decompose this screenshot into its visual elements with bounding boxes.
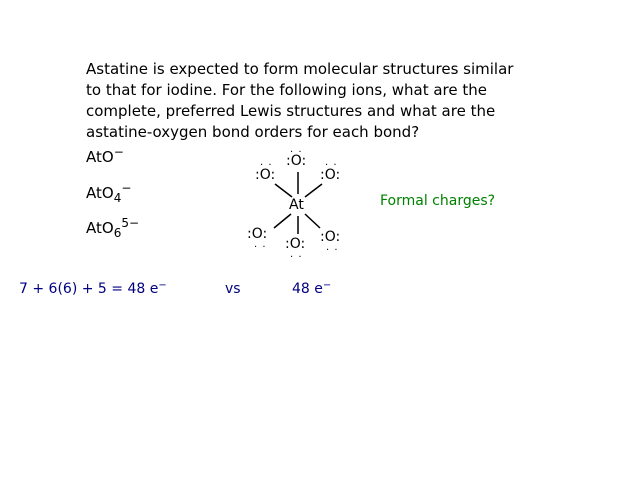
versus-label: vs [225, 281, 241, 297]
bond-upper-left [275, 184, 292, 197]
bond-upper-right [305, 184, 322, 197]
bond-lower-right [305, 214, 320, 228]
atom-astatine: At [289, 197, 304, 213]
ion-2-base: AtO [86, 184, 114, 202]
oxygen-bottom: :O: [285, 236, 306, 252]
oxygen-lower-right: :O: [320, 229, 341, 245]
question-text [86, 59, 586, 143]
oxygen-upper-left: :O: [255, 167, 276, 183]
lone-pair-lower-right: . . [326, 242, 339, 253]
lone-pair-lower-left: . . [254, 239, 267, 250]
lone-pair-upper-left: . . [260, 157, 273, 168]
target-text: 48 e [292, 281, 323, 297]
oxygen-upper-right: :O: [320, 167, 341, 183]
ion-ato6-5minus [86, 216, 140, 240]
equation-charge: − [158, 280, 167, 291]
question-line-1: Astatine is expected to form molecular structures similar [86, 60, 514, 78]
ion-3-charge: 5− [121, 216, 140, 230]
oxygen-top: :O: [286, 153, 307, 169]
target-electron-count [292, 281, 331, 297]
target-charge: − [322, 280, 332, 291]
ion-ato-minus [86, 145, 124, 166]
ion-1-base: AtO [86, 148, 114, 166]
lewis-structure [230, 140, 370, 265]
ion-ato4-minus [86, 181, 132, 205]
ion-3-base: AtO [86, 219, 114, 237]
oxygen-lower-left: :O: [247, 226, 268, 242]
ion-2-subscript: 4 [113, 191, 122, 205]
ion-3-subscript: 6 [113, 226, 122, 240]
question-line-3: complete, preferred Lewis structures and what are the [86, 102, 496, 120]
lone-pair-top: . . [290, 144, 303, 155]
ion-1-charge: − [113, 145, 124, 159]
question-line-4: astatine-oxygen bond orders for each bond? [86, 123, 420, 141]
electron-count-equation [19, 281, 167, 297]
ion-2-charge: − [121, 181, 132, 195]
question-line-2: to that for iodine. For the following ions, what are the [86, 81, 488, 99]
formal-charges-label: Formal charges? [380, 193, 496, 209]
bond-lower-left [274, 214, 291, 228]
lone-pair-bottom: . . [290, 249, 303, 260]
lone-pair-upper-right: . . [325, 157, 338, 168]
equation-text: 7 + 6(6) + 5 = 48 e [19, 281, 159, 297]
